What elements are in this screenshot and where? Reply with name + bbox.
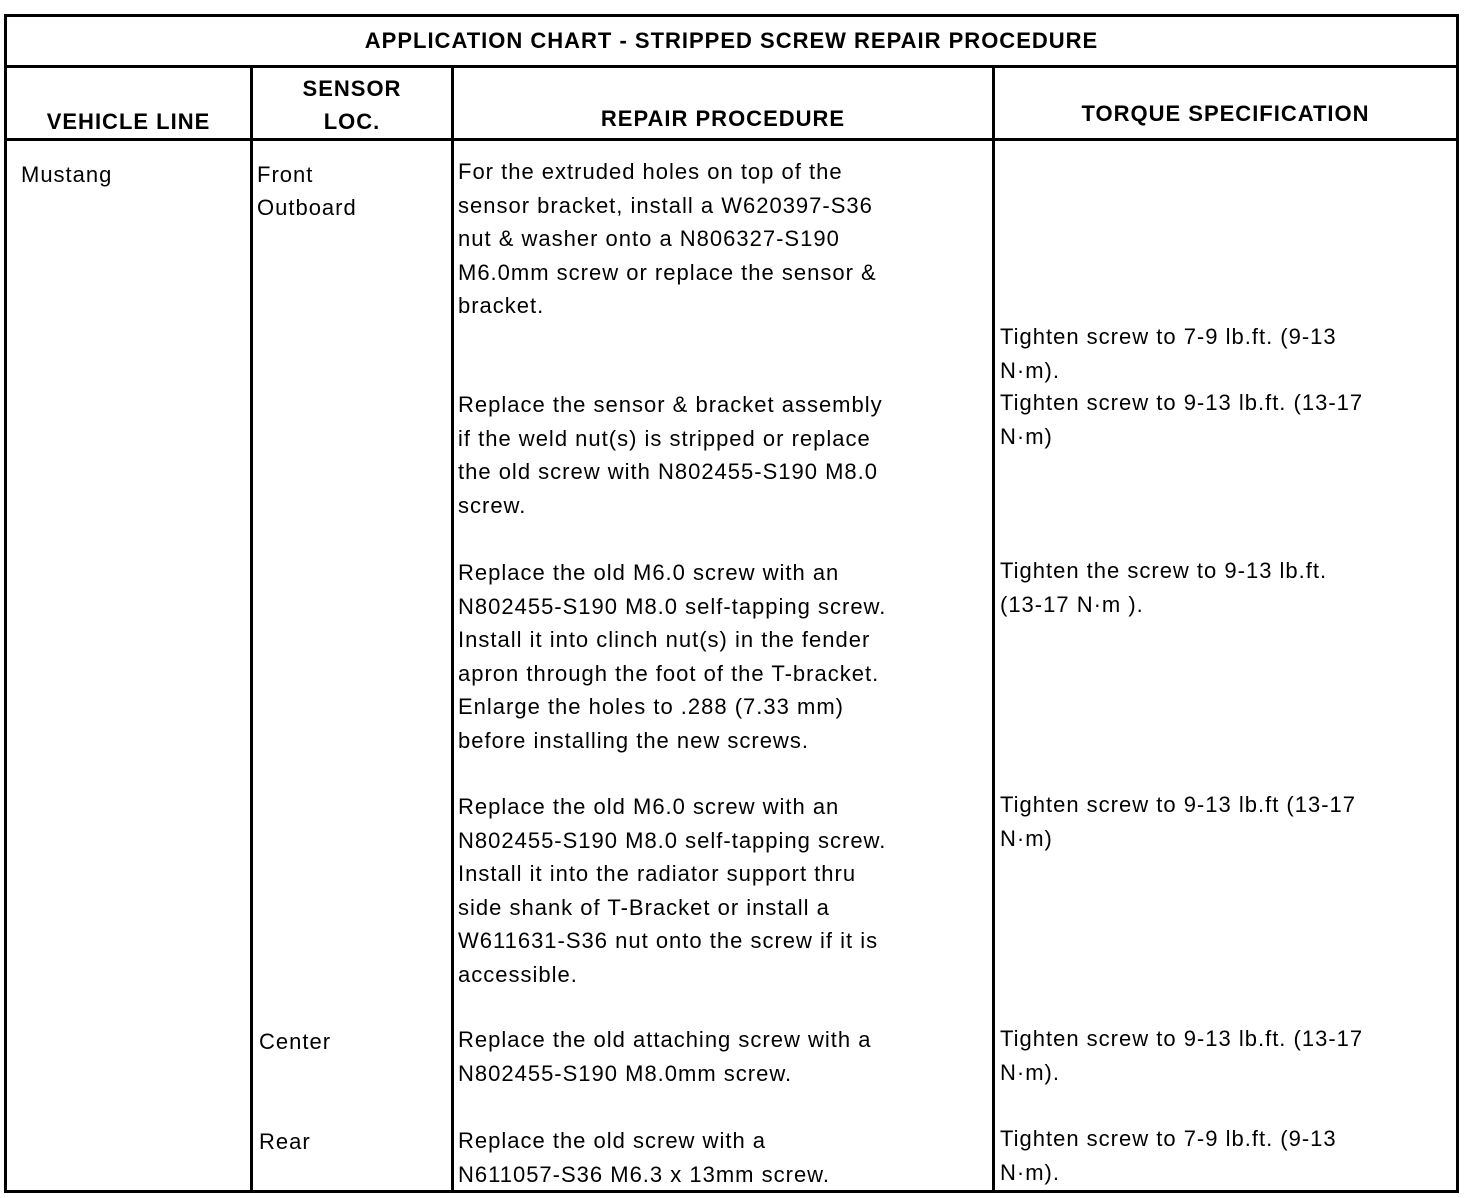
sensor-loc-center: Center xyxy=(259,1029,332,1054)
header-torque-specification: TORQUE SPECIFICATION xyxy=(1081,101,1370,126)
application-chart-table xyxy=(4,14,1459,1193)
column-divider xyxy=(992,65,995,1190)
repair-procedure-3: Replace the old M6.0 screw with an N802455-S190 M8.0 self-tapping screw. Install it into clinch nut(s) in the fender apron through the foot of the T-bracket. Enlarge the holes to .288 (7.33 mm) before installing the new screws. xyxy=(458,560,887,753)
column-divider xyxy=(250,65,253,1190)
repair-procedure-5: Replace the old attaching screw with a N802455-S190 M8.0mm screw. xyxy=(458,1027,872,1086)
torque-spec-3: Tighten the screw to 9-13 lb.ft. (13-17 N·m ). xyxy=(1000,558,1328,617)
sensor-loc-front-line2: Outboard xyxy=(257,195,357,220)
repair-procedure-1: For the extruded holes on top of the sensor bracket, install a W620397-S36 nut & washer onto a N806327-S190 M6.0mm screw or replace the sensor & bracket. xyxy=(458,159,877,318)
torque-spec-2: Tighten screw to 9-13 lb.ft. (13-17 N·m) xyxy=(1000,390,1364,449)
header-sensor-loc-line1: SENSOR xyxy=(302,76,402,101)
repair-procedure-2: Replace the sensor & bracket assembly if the weld nut(s) is stripped or replace the old screw with N802455-S190 M8.0 screw. xyxy=(458,392,883,518)
table-title: APPLICATION CHART - STRIPPED SCREW REPAIR PROCEDURE xyxy=(7,17,1456,68)
torque-spec-6: Tighten screw to 7-9 lb.ft. (9-13 N·m). xyxy=(1000,1126,1337,1185)
header-divider xyxy=(7,138,1456,141)
header-sensor-loc-line2: LOC. xyxy=(323,109,381,134)
sensor-loc-front-line1: Front xyxy=(257,162,314,187)
column-divider xyxy=(451,65,454,1190)
header-vehicle-line: VEHICLE LINE xyxy=(46,109,211,134)
sensor-loc-rear: Rear xyxy=(259,1129,311,1154)
torque-spec-5: Tighten screw to 9-13 lb.ft. (13-17 N·m). xyxy=(1000,1026,1364,1085)
torque-spec-1: Tighten screw to 7-9 lb.ft. (9-13 N·m). xyxy=(1000,324,1337,383)
torque-spec-4: Tighten screw to 9-13 lb.ft (13-17 N·m) xyxy=(1000,792,1357,851)
header-repair-procedure: REPAIR PROCEDURE xyxy=(600,106,846,131)
repair-procedure-4: Replace the old M6.0 screw with an N802455-S190 M8.0 self-tapping screw. Install it into the radiator support thru side shank of T-Bracket or install a W611631-S36 nut onto the screw if it is accessible. xyxy=(458,794,887,987)
repair-procedure-6: Replace the old screw with a N611057-S36 M6.3 x 13mm screw. xyxy=(458,1128,830,1187)
vehicle-line-value: Mustang xyxy=(21,162,113,187)
